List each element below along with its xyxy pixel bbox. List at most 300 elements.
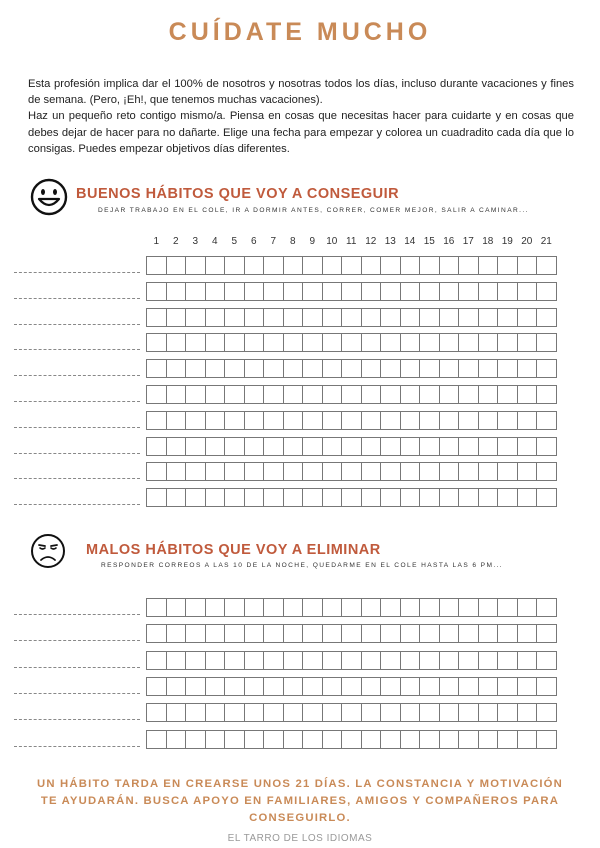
day-checkbox[interactable] — [361, 333, 382, 352]
day-checkbox[interactable] — [439, 256, 460, 275]
day-checkbox[interactable] — [224, 359, 245, 378]
day-checkbox[interactable] — [302, 359, 323, 378]
day-checkbox[interactable] — [400, 677, 421, 696]
day-checkbox[interactable] — [166, 703, 187, 722]
day-checkbox[interactable] — [478, 598, 499, 617]
day-checkbox[interactable] — [146, 651, 167, 670]
day-checkbox[interactable] — [263, 256, 284, 275]
day-checkbox[interactable] — [205, 282, 226, 301]
day-checkbox[interactable] — [380, 462, 401, 481]
day-checkbox[interactable] — [380, 308, 401, 327]
day-checkbox[interactable] — [536, 598, 557, 617]
day-checkbox[interactable] — [536, 308, 557, 327]
day-checkbox[interactable] — [302, 488, 323, 507]
day-checkbox[interactable] — [478, 359, 499, 378]
day-checkbox[interactable] — [439, 359, 460, 378]
day-checkbox[interactable] — [283, 730, 304, 749]
day-checkbox[interactable] — [224, 437, 245, 456]
day-checkbox[interactable] — [302, 651, 323, 670]
day-checkbox[interactable] — [283, 703, 304, 722]
day-checkbox[interactable] — [263, 359, 284, 378]
day-checkbox[interactable] — [439, 437, 460, 456]
day-checkbox[interactable] — [419, 488, 440, 507]
habit-name-line[interactable] — [14, 640, 140, 641]
day-checkbox[interactable] — [302, 308, 323, 327]
day-checkbox[interactable] — [458, 359, 479, 378]
day-checkbox[interactable] — [400, 462, 421, 481]
day-checkbox[interactable] — [224, 703, 245, 722]
day-checkbox[interactable] — [322, 677, 343, 696]
day-checkbox[interactable] — [400, 624, 421, 643]
day-checkbox[interactable] — [341, 437, 362, 456]
day-checkbox[interactable] — [244, 598, 265, 617]
day-checkbox[interactable] — [400, 703, 421, 722]
day-checkbox[interactable] — [419, 462, 440, 481]
day-checkbox[interactable] — [283, 333, 304, 352]
day-checkbox[interactable] — [458, 333, 479, 352]
day-checkbox[interactable] — [224, 730, 245, 749]
day-checkbox[interactable] — [166, 488, 187, 507]
day-checkbox[interactable] — [263, 385, 284, 404]
day-checkbox[interactable] — [185, 359, 206, 378]
day-checkbox[interactable] — [341, 282, 362, 301]
day-checkbox[interactable] — [302, 703, 323, 722]
day-checkbox[interactable] — [419, 598, 440, 617]
day-checkbox[interactable] — [185, 651, 206, 670]
day-checkbox[interactable] — [146, 677, 167, 696]
habit-name-line[interactable] — [14, 453, 140, 454]
day-checkbox[interactable] — [322, 256, 343, 275]
day-checkbox[interactable] — [517, 256, 538, 275]
day-checkbox[interactable] — [224, 282, 245, 301]
day-checkbox[interactable] — [361, 359, 382, 378]
day-checkbox[interactable] — [166, 677, 187, 696]
day-checkbox[interactable] — [146, 282, 167, 301]
day-checkbox[interactable] — [497, 308, 518, 327]
day-checkbox[interactable] — [419, 256, 440, 275]
day-checkbox[interactable] — [536, 730, 557, 749]
day-checkbox[interactable] — [302, 677, 323, 696]
day-checkbox[interactable] — [263, 333, 284, 352]
day-checkbox[interactable] — [536, 256, 557, 275]
habit-name-line[interactable] — [14, 324, 140, 325]
day-checkbox[interactable] — [419, 333, 440, 352]
day-checkbox[interactable] — [458, 256, 479, 275]
day-checkbox[interactable] — [458, 730, 479, 749]
day-checkbox[interactable] — [536, 282, 557, 301]
day-checkbox[interactable] — [439, 333, 460, 352]
day-checkbox[interactable] — [322, 651, 343, 670]
day-checkbox[interactable] — [439, 462, 460, 481]
day-checkbox[interactable] — [244, 308, 265, 327]
day-checkbox[interactable] — [517, 385, 538, 404]
day-checkbox[interactable] — [478, 437, 499, 456]
day-checkbox[interactable] — [322, 359, 343, 378]
day-checkbox[interactable] — [263, 437, 284, 456]
day-checkbox[interactable] — [185, 624, 206, 643]
day-checkbox[interactable] — [224, 256, 245, 275]
day-checkbox[interactable] — [497, 598, 518, 617]
day-checkbox[interactable] — [185, 703, 206, 722]
day-checkbox[interactable] — [205, 333, 226, 352]
day-checkbox[interactable] — [146, 411, 167, 430]
day-checkbox[interactable] — [185, 730, 206, 749]
day-checkbox[interactable] — [380, 359, 401, 378]
day-checkbox[interactable] — [205, 488, 226, 507]
day-checkbox[interactable] — [205, 730, 226, 749]
day-checkbox[interactable] — [517, 308, 538, 327]
day-checkbox[interactable] — [439, 730, 460, 749]
day-checkbox[interactable] — [419, 437, 440, 456]
day-checkbox[interactable] — [244, 624, 265, 643]
day-checkbox[interactable] — [244, 488, 265, 507]
day-checkbox[interactable] — [166, 730, 187, 749]
day-checkbox[interactable] — [166, 385, 187, 404]
day-checkbox[interactable] — [146, 333, 167, 352]
day-checkbox[interactable] — [380, 703, 401, 722]
day-checkbox[interactable] — [224, 308, 245, 327]
day-checkbox[interactable] — [205, 703, 226, 722]
day-checkbox[interactable] — [283, 651, 304, 670]
day-checkbox[interactable] — [205, 624, 226, 643]
day-checkbox[interactable] — [458, 677, 479, 696]
day-checkbox[interactable] — [497, 385, 518, 404]
day-checkbox[interactable] — [361, 437, 382, 456]
day-checkbox[interactable] — [439, 308, 460, 327]
day-checkbox[interactable] — [380, 651, 401, 670]
day-checkbox[interactable] — [536, 437, 557, 456]
day-checkbox[interactable] — [517, 437, 538, 456]
day-checkbox[interactable] — [283, 462, 304, 481]
day-checkbox[interactable] — [185, 256, 206, 275]
day-checkbox[interactable] — [205, 385, 226, 404]
day-checkbox[interactable] — [400, 730, 421, 749]
day-checkbox[interactable] — [517, 703, 538, 722]
day-checkbox[interactable] — [224, 333, 245, 352]
day-checkbox[interactable] — [341, 677, 362, 696]
day-checkbox[interactable] — [185, 437, 206, 456]
day-checkbox[interactable] — [517, 411, 538, 430]
day-checkbox[interactable] — [244, 256, 265, 275]
day-checkbox[interactable] — [361, 282, 382, 301]
day-checkbox[interactable] — [302, 411, 323, 430]
day-checkbox[interactable] — [439, 651, 460, 670]
day-checkbox[interactable] — [166, 359, 187, 378]
day-checkbox[interactable] — [283, 624, 304, 643]
day-checkbox[interactable] — [263, 598, 284, 617]
day-checkbox[interactable] — [166, 437, 187, 456]
day-checkbox[interactable] — [361, 385, 382, 404]
day-checkbox[interactable] — [439, 411, 460, 430]
day-checkbox[interactable] — [400, 333, 421, 352]
day-checkbox[interactable] — [224, 488, 245, 507]
day-checkbox[interactable] — [263, 624, 284, 643]
day-checkbox[interactable] — [517, 677, 538, 696]
day-checkbox[interactable] — [283, 677, 304, 696]
habit-name-line[interactable] — [14, 693, 140, 694]
day-checkbox[interactable] — [478, 651, 499, 670]
day-checkbox[interactable] — [302, 730, 323, 749]
day-checkbox[interactable] — [205, 598, 226, 617]
day-checkbox[interactable] — [341, 333, 362, 352]
day-checkbox[interactable] — [263, 651, 284, 670]
day-checkbox[interactable] — [380, 488, 401, 507]
day-checkbox[interactable] — [263, 462, 284, 481]
habit-name-line[interactable] — [14, 746, 140, 747]
day-checkbox[interactable] — [400, 488, 421, 507]
day-checkbox[interactable] — [517, 462, 538, 481]
day-checkbox[interactable] — [458, 462, 479, 481]
day-checkbox[interactable] — [146, 462, 167, 481]
day-checkbox[interactable] — [400, 437, 421, 456]
day-checkbox[interactable] — [244, 677, 265, 696]
day-checkbox[interactable] — [341, 488, 362, 507]
day-checkbox[interactable] — [497, 488, 518, 507]
day-checkbox[interactable] — [458, 437, 479, 456]
day-checkbox[interactable] — [146, 437, 167, 456]
day-checkbox[interactable] — [400, 359, 421, 378]
day-checkbox[interactable] — [419, 308, 440, 327]
day-checkbox[interactable] — [380, 282, 401, 301]
habit-name-line[interactable] — [14, 375, 140, 376]
day-checkbox[interactable] — [322, 488, 343, 507]
day-checkbox[interactable] — [205, 462, 226, 481]
day-checkbox[interactable] — [263, 308, 284, 327]
day-checkbox[interactable] — [263, 282, 284, 301]
day-checkbox[interactable] — [536, 411, 557, 430]
day-checkbox[interactable] — [341, 730, 362, 749]
day-checkbox[interactable] — [458, 598, 479, 617]
day-checkbox[interactable] — [205, 308, 226, 327]
day-checkbox[interactable] — [380, 730, 401, 749]
day-checkbox[interactable] — [185, 308, 206, 327]
day-checkbox[interactable] — [380, 333, 401, 352]
day-checkbox[interactable] — [244, 411, 265, 430]
day-checkbox[interactable] — [302, 256, 323, 275]
day-checkbox[interactable] — [322, 598, 343, 617]
day-checkbox[interactable] — [380, 598, 401, 617]
day-checkbox[interactable] — [400, 411, 421, 430]
day-checkbox[interactable] — [166, 651, 187, 670]
day-checkbox[interactable] — [536, 677, 557, 696]
day-checkbox[interactable] — [419, 359, 440, 378]
day-checkbox[interactable] — [497, 333, 518, 352]
day-checkbox[interactable] — [302, 598, 323, 617]
day-checkbox[interactable] — [478, 462, 499, 481]
day-checkbox[interactable] — [478, 333, 499, 352]
day-checkbox[interactable] — [458, 308, 479, 327]
day-checkbox[interactable] — [302, 437, 323, 456]
day-checkbox[interactable] — [380, 256, 401, 275]
day-checkbox[interactable] — [205, 411, 226, 430]
day-checkbox[interactable] — [185, 282, 206, 301]
day-checkbox[interactable] — [419, 677, 440, 696]
day-checkbox[interactable] — [361, 598, 382, 617]
day-checkbox[interactable] — [497, 651, 518, 670]
day-checkbox[interactable] — [517, 651, 538, 670]
day-checkbox[interactable] — [244, 437, 265, 456]
day-checkbox[interactable] — [419, 730, 440, 749]
day-checkbox[interactable] — [400, 651, 421, 670]
day-checkbox[interactable] — [458, 411, 479, 430]
day-checkbox[interactable] — [146, 730, 167, 749]
day-checkbox[interactable] — [458, 651, 479, 670]
day-checkbox[interactable] — [419, 624, 440, 643]
habit-name-line[interactable] — [14, 427, 140, 428]
day-checkbox[interactable] — [244, 651, 265, 670]
day-checkbox[interactable] — [497, 359, 518, 378]
day-checkbox[interactable] — [478, 256, 499, 275]
day-checkbox[interactable] — [439, 677, 460, 696]
day-checkbox[interactable] — [439, 703, 460, 722]
day-checkbox[interactable] — [380, 411, 401, 430]
day-checkbox[interactable] — [166, 282, 187, 301]
day-checkbox[interactable] — [478, 308, 499, 327]
day-checkbox[interactable] — [497, 282, 518, 301]
day-checkbox[interactable] — [185, 598, 206, 617]
day-checkbox[interactable] — [205, 677, 226, 696]
day-checkbox[interactable] — [146, 359, 167, 378]
habit-name-line[interactable] — [14, 272, 140, 273]
day-checkbox[interactable] — [361, 462, 382, 481]
day-checkbox[interactable] — [341, 256, 362, 275]
day-checkbox[interactable] — [205, 437, 226, 456]
day-checkbox[interactable] — [322, 385, 343, 404]
day-checkbox[interactable] — [341, 462, 362, 481]
day-checkbox[interactable] — [419, 385, 440, 404]
day-checkbox[interactable] — [146, 308, 167, 327]
day-checkbox[interactable] — [478, 730, 499, 749]
day-checkbox[interactable] — [322, 308, 343, 327]
day-checkbox[interactable] — [205, 359, 226, 378]
day-checkbox[interactable] — [517, 488, 538, 507]
day-checkbox[interactable] — [224, 385, 245, 404]
day-checkbox[interactable] — [166, 598, 187, 617]
day-checkbox[interactable] — [497, 462, 518, 481]
day-checkbox[interactable] — [244, 359, 265, 378]
day-checkbox[interactable] — [536, 651, 557, 670]
day-checkbox[interactable] — [283, 256, 304, 275]
day-checkbox[interactable] — [361, 308, 382, 327]
day-checkbox[interactable] — [478, 411, 499, 430]
day-checkbox[interactable] — [283, 385, 304, 404]
day-checkbox[interactable] — [497, 730, 518, 749]
day-checkbox[interactable] — [380, 385, 401, 404]
day-checkbox[interactable] — [341, 411, 362, 430]
day-checkbox[interactable] — [517, 333, 538, 352]
day-checkbox[interactable] — [439, 488, 460, 507]
day-checkbox[interactable] — [497, 256, 518, 275]
day-checkbox[interactable] — [497, 624, 518, 643]
day-checkbox[interactable] — [458, 385, 479, 404]
habit-name-line[interactable] — [14, 504, 140, 505]
day-checkbox[interactable] — [478, 488, 499, 507]
day-checkbox[interactable] — [536, 703, 557, 722]
day-checkbox[interactable] — [263, 730, 284, 749]
habit-name-line[interactable] — [14, 401, 140, 402]
day-checkbox[interactable] — [244, 703, 265, 722]
day-checkbox[interactable] — [478, 703, 499, 722]
day-checkbox[interactable] — [341, 385, 362, 404]
day-checkbox[interactable] — [419, 411, 440, 430]
day-checkbox[interactable] — [361, 624, 382, 643]
habit-name-line[interactable] — [14, 478, 140, 479]
day-checkbox[interactable] — [185, 385, 206, 404]
day-checkbox[interactable] — [166, 462, 187, 481]
habit-name-line[interactable] — [14, 667, 140, 668]
day-checkbox[interactable] — [380, 677, 401, 696]
day-checkbox[interactable] — [283, 359, 304, 378]
day-checkbox[interactable] — [224, 462, 245, 481]
day-checkbox[interactable] — [263, 488, 284, 507]
day-checkbox[interactable] — [302, 333, 323, 352]
day-checkbox[interactable] — [458, 488, 479, 507]
day-checkbox[interactable] — [224, 411, 245, 430]
day-checkbox[interactable] — [205, 256, 226, 275]
day-checkbox[interactable] — [361, 730, 382, 749]
day-checkbox[interactable] — [185, 462, 206, 481]
day-checkbox[interactable] — [341, 308, 362, 327]
day-checkbox[interactable] — [361, 488, 382, 507]
day-checkbox[interactable] — [322, 282, 343, 301]
day-checkbox[interactable] — [146, 488, 167, 507]
day-checkbox[interactable] — [244, 730, 265, 749]
day-checkbox[interactable] — [263, 703, 284, 722]
habit-name-line[interactable] — [14, 349, 140, 350]
day-checkbox[interactable] — [283, 411, 304, 430]
day-checkbox[interactable] — [302, 462, 323, 481]
day-checkbox[interactable] — [536, 385, 557, 404]
day-checkbox[interactable] — [536, 359, 557, 378]
day-checkbox[interactable] — [322, 333, 343, 352]
day-checkbox[interactable] — [361, 703, 382, 722]
day-checkbox[interactable] — [400, 256, 421, 275]
day-checkbox[interactable] — [380, 437, 401, 456]
day-checkbox[interactable] — [419, 651, 440, 670]
day-checkbox[interactable] — [439, 598, 460, 617]
day-checkbox[interactable] — [322, 437, 343, 456]
day-checkbox[interactable] — [341, 703, 362, 722]
day-checkbox[interactable] — [517, 624, 538, 643]
day-checkbox[interactable] — [517, 359, 538, 378]
day-checkbox[interactable] — [439, 385, 460, 404]
day-checkbox[interactable] — [302, 624, 323, 643]
day-checkbox[interactable] — [536, 624, 557, 643]
day-checkbox[interactable] — [419, 703, 440, 722]
day-checkbox[interactable] — [478, 282, 499, 301]
day-checkbox[interactable] — [536, 333, 557, 352]
day-checkbox[interactable] — [536, 462, 557, 481]
day-checkbox[interactable] — [478, 385, 499, 404]
day-checkbox[interactable] — [400, 282, 421, 301]
day-checkbox[interactable] — [205, 651, 226, 670]
day-checkbox[interactable] — [283, 598, 304, 617]
habit-name-line[interactable] — [14, 614, 140, 615]
day-checkbox[interactable] — [458, 703, 479, 722]
day-checkbox[interactable] — [166, 256, 187, 275]
day-checkbox[interactable] — [497, 411, 518, 430]
day-checkbox[interactable] — [302, 282, 323, 301]
habit-name-line[interactable] — [14, 719, 140, 720]
day-checkbox[interactable] — [322, 462, 343, 481]
day-checkbox[interactable] — [380, 624, 401, 643]
day-checkbox[interactable] — [302, 385, 323, 404]
day-checkbox[interactable] — [146, 703, 167, 722]
day-checkbox[interactable] — [185, 333, 206, 352]
day-checkbox[interactable] — [497, 677, 518, 696]
day-checkbox[interactable] — [517, 598, 538, 617]
day-checkbox[interactable] — [458, 282, 479, 301]
